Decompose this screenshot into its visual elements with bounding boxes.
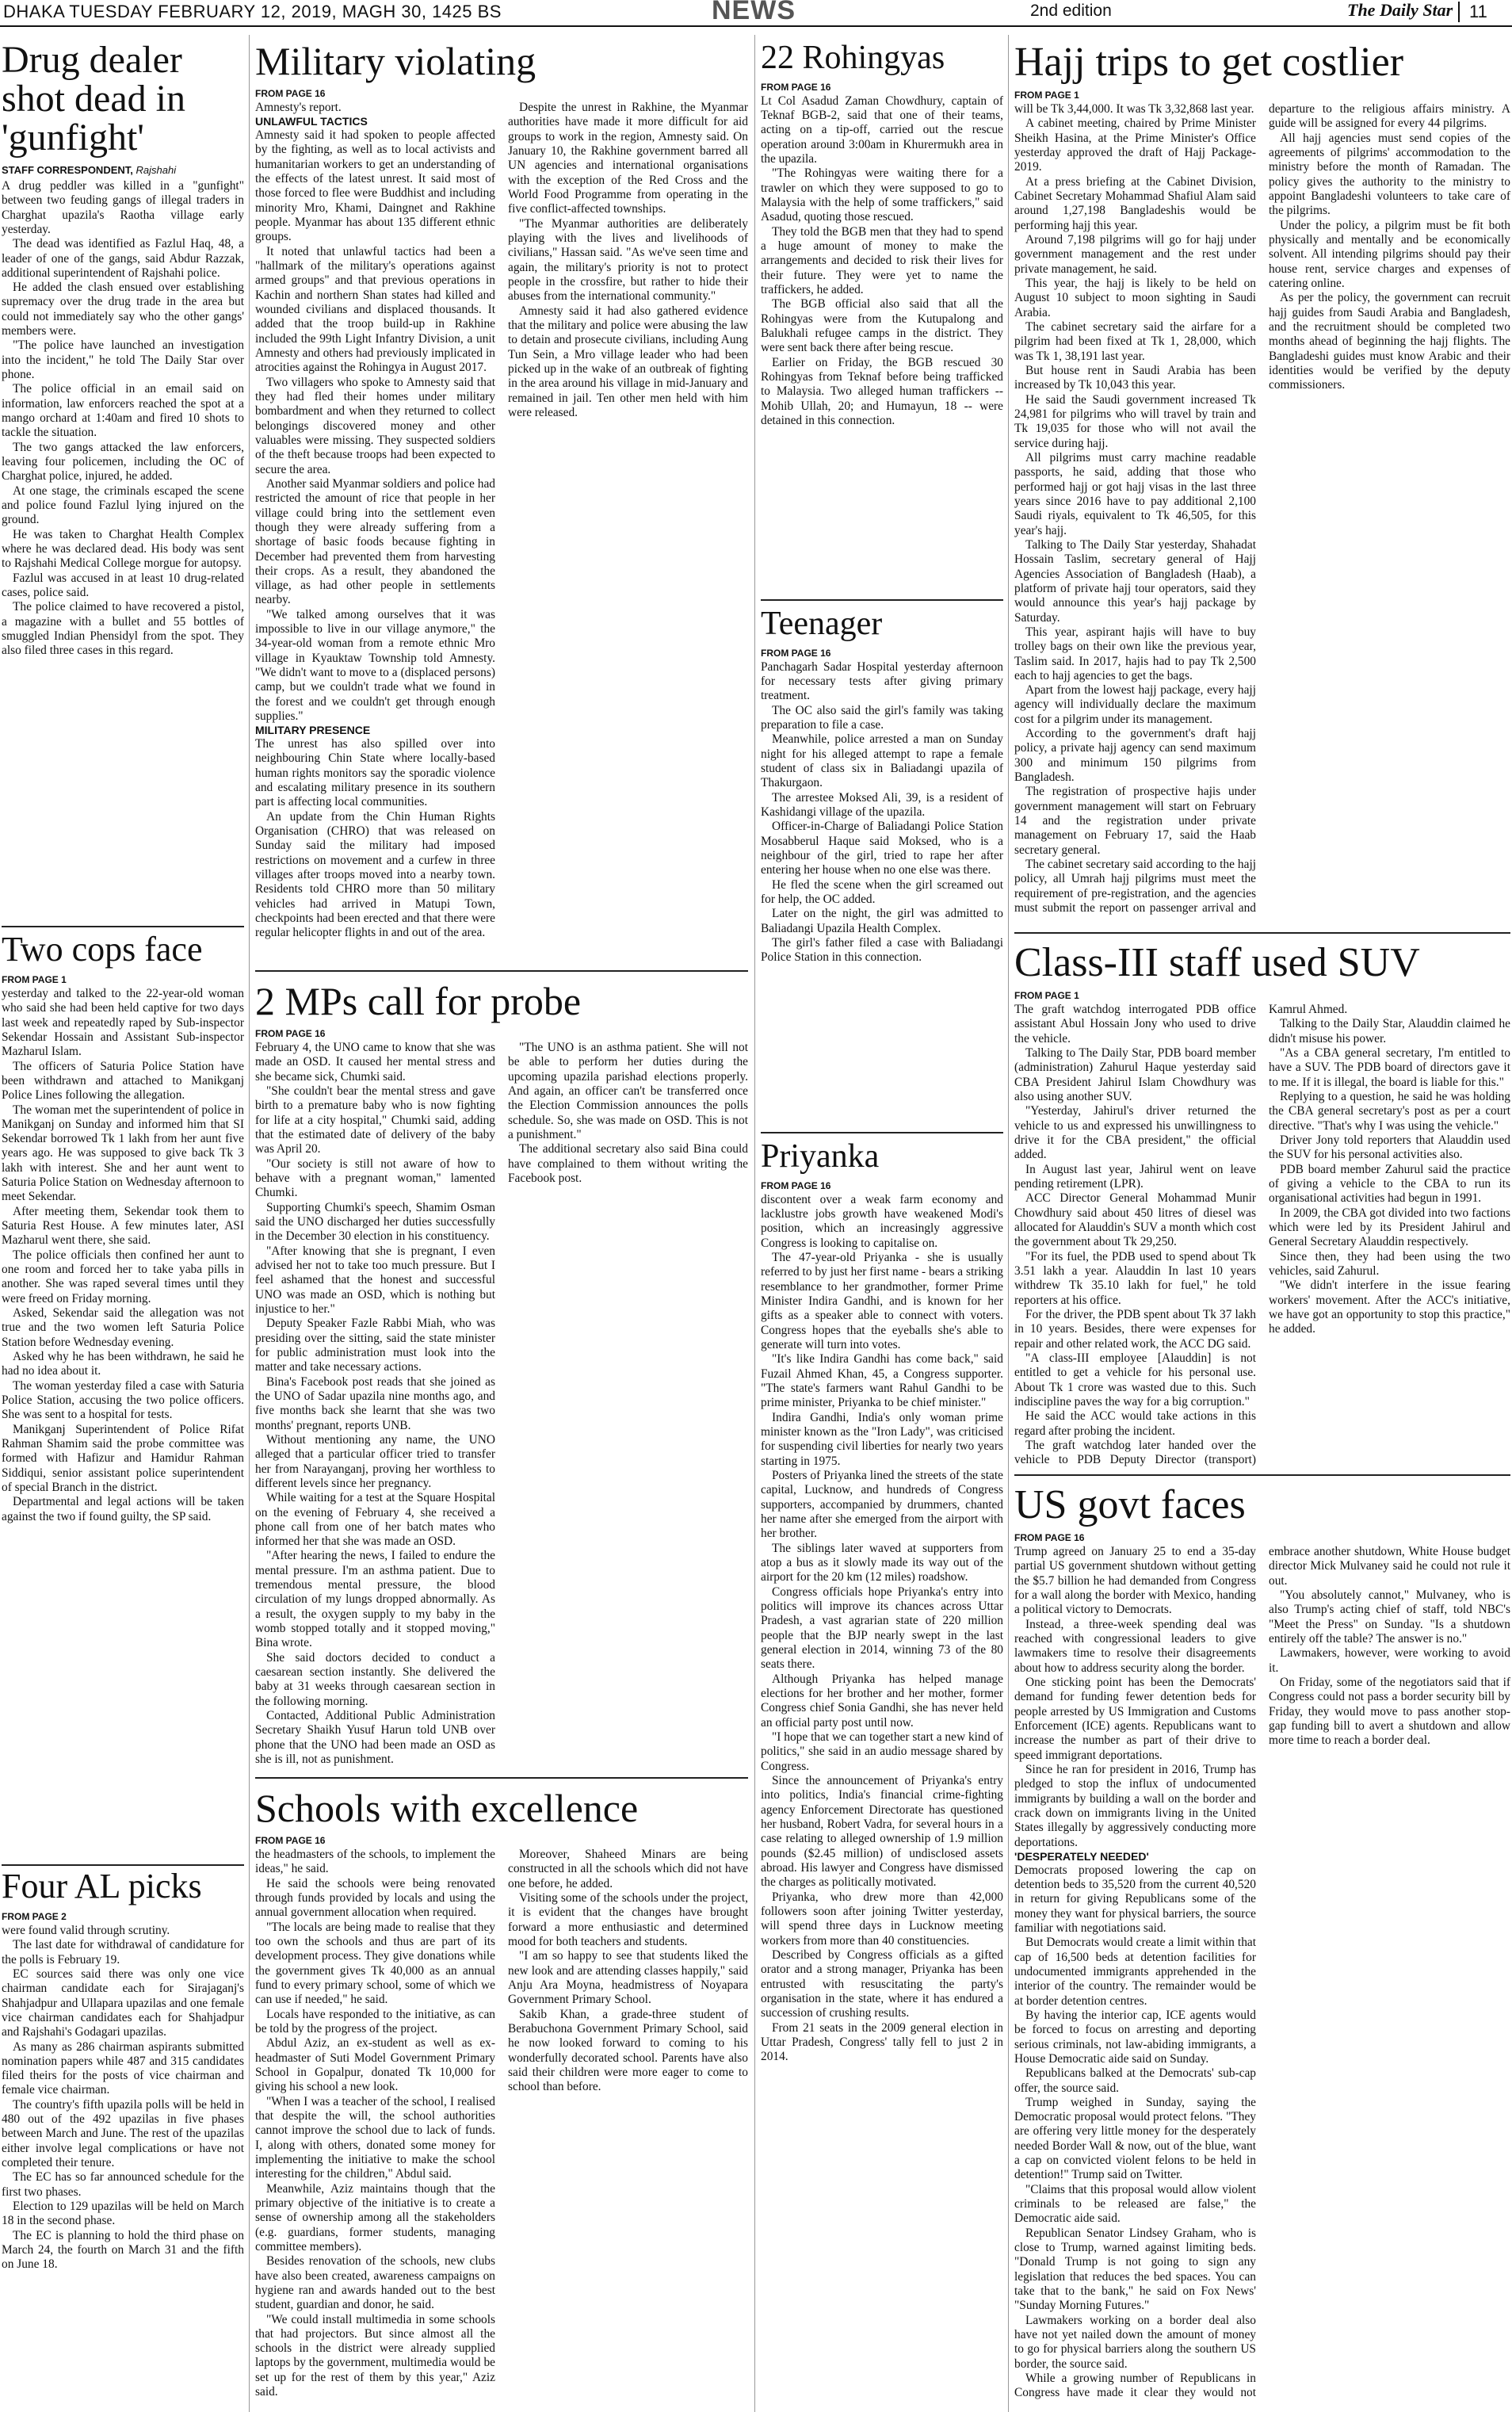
paragraph: "The Myanmar authorities are deliberately playing with the lives and livelihoods of civilians," Hassan said. "As we've seen time and again, the military's priority is not to protect people in the crossfire, but rather to hide their abuses from the international community." <box>508 216 748 304</box>
divider <box>2 1864 244 1866</box>
headline: Two cops face <box>2 932 203 969</box>
paragraph: Abdul Aziz, an ex-student as well as ex-headmaster of Suti Model Government Primary School in Gopalpur, donated Tk 10,000 for giving his school a new look. <box>255 2036 495 2094</box>
story-military-violating <box>255 41 748 967</box>
story-schools-with-excellence <box>255 1788 748 2412</box>
paragraph: Under the policy, a pilgrim must be fit both physically and mentally and be economically solvent. All intending pilgrims should pay their house rent, service charges and expenses of catering online. <box>1269 218 1510 290</box>
paragraph: They told the BGB men that they had to spend a huge amount of money to make the arrangements and decided to risk their lives for their future. They were yet to name the traffickers, he added. <box>761 224 1003 297</box>
paragraph: Although Priyanka has helped manage elections for her brother and her mother, former Congress chief Sonia Gandhi, she has never held an official party post until now. <box>761 1672 1003 1730</box>
paragraph: This year, aspirant hajis will have to buy trolley bags on their own like the previous year, Taslim said. In 2017, hajis had to pay Tk 2,500 each to hajj agencies to get the bags. <box>1014 625 1256 682</box>
paragraph: "For its fuel, the PDB used to spend about Tk 3.51 lakh a year. Alauddin In last 10 years withdrew Tk 35.10 lakh for fuel," he told reporters at his office. <box>1014 1249 1256 1307</box>
jump-line: FROM PAGE 16 <box>761 1179 831 1191</box>
story-body <box>1014 1545 1510 2409</box>
paragraph: As many as 286 chairman aspirants submitted nomination papers while 487 and 315 candidates filed theirs for the posts of vice chairman and female vice chairman. <box>2 2039 244 2097</box>
paragraph: were found valid through scrutiny. <box>2 1923 170 1937</box>
paragraph: will be Tk 3,44,000. It was Tk 3,32,868 last year. <box>1014 102 1254 117</box>
paragraph: Since then, they had been using the two vehicles, said Zahurul. <box>1269 1249 1510 1278</box>
subheading: UNLAWFUL TACTICS <box>255 115 368 128</box>
paragraph: While a growing number of Republicans in Congress have made it clear they would not embrace another shutdown, White House budget director Mick Mulvaney said he could not rule it out. <box>1014 1545 1510 2400</box>
paragraph: The 47-year-old Priyanka - she is usually referred to by just her first name - bears a striking resemblance to her grandmother, former Prime Minister Indira Gandhi, and is known for her gifts as a speaker able to connect with voters. Congress hopes that the eyeballs she's able to generate will turn into votes. <box>761 1251 1003 1352</box>
subheading: 'DESPERATELY NEEDED' <box>1014 1849 1149 1863</box>
paragraph: "It's like Indira Gandhi has come back," said Fuzail Ahmed Khan, 45, a Congress supporter. "The state's farmers want Rahul Gandhi to be prime minister, Priyanka to be chief minister." <box>761 1352 1003 1410</box>
paragraph: The unrest has also spilled over into neighbouring Chin State where locally-based human rights monitors say the sporadic violence and escalating military presence in its southern part is affecting local communities. <box>255 737 495 809</box>
paragraph: The registration of prospective hajis under government management will start on February 14 and the registration under private management on February 17, said the Haab secretary general. <box>1014 785 1256 857</box>
headline: Schools with excellence <box>255 1788 639 1830</box>
dateline: DHAKA TUESDAY FEBRUARY 12, 2019, MAGH 30, 1425 BS <box>3 2 502 21</box>
paragraph: Deputy Speaker Fazle Rabbi Miah, who was presiding over the sitting, said the state minister for public administration must look into the matter and take necessary actions. <box>255 1317 495 1374</box>
paragraph: Manikganj Superintendent of Police Rifat Rahman Shamim said the probe committee was formed with Hafizur and Hamidur Rahman Siddiqui, senior assistant police superintendent of special Branch in the district. <box>2 1422 244 1495</box>
paragraph: The woman yesterday filed a case with Saturia Police Station, accusing the two police officers. She was sent to a hospital for tests. <box>2 1378 244 1422</box>
paragraph: A cabinet meeting, chaired by Prime Minister Sheikh Hasina, at the Prime Minister's Office yesterday approved the draft of Hajj Package-2019. <box>1014 117 1256 174</box>
divider <box>761 599 1003 601</box>
paragraph: Officer-in-Charge of Baliadangi Police Station Mosabberul Haque said Moksed, who is a neighbour of the girl, tried to rape her after entering her house when no one else was there. <box>761 820 1003 877</box>
paragraph: Meanwhile, Aziz maintains though that the primary objective of the initiative is to create a sense of ownership among all the stakeholders (e.g. guardians, former students, managing committee members). <box>255 2181 495 2253</box>
paragraph: He was taken to Charghat Health Complex where he was declared dead. His body was sent to Rajshahi Medical College morgue for autopsy. <box>2 527 244 571</box>
paragraph: Asked, Sekendar said the allegation was not true and the two women left Saturia Police Station before Wednesday evening. <box>2 1306 244 1349</box>
paragraph: Meanwhile, police arrested a man on Sunday night for his alleged attempt to rape a female student of class six in Baliadangi upazila of Thakurgaon. <box>761 732 1003 790</box>
paragraph: Instead, a three-week spending deal was reached with congressional leaders to give lawmakers time to resolve their disagreements about how to address security along the border. <box>1014 1617 1256 1675</box>
paragraph: Trump agreed on January 25 to end a 35-day partial US government shutdown without getting the $5.7 billion he had demanded from Congress for a wall along the border with Mexico, handing a political victory to Democrats. <box>1014 1545 1256 1617</box>
paragraph: Priyanka, who drew more than 42,000 followers soon after joining Twitter yesterday, will spend three days in Lucknow meeting workers from more than 40 constituencies. <box>761 1890 1003 1948</box>
story-body <box>761 660 1003 965</box>
paragraph: "The UNO is an asthma patient. She will not be able to perform her duties during the upcoming upazila parishad elections properly. And again, an officer can't be transferred once the Election Commission announces the polls schedule. So, she was made on OSD. This is not a punishment." <box>508 1041 748 1141</box>
paragraph: Fazlul was accused in at least 10 drug-related cases, police said. <box>2 571 244 600</box>
paragraph: From 21 seats in the 2009 general election in Uttar Pradesh, Congress' tally fell to just 2 in 2014. <box>761 2020 1003 2064</box>
divider <box>1014 932 1510 934</box>
masthead-logo: The Daily Star <box>1347 0 1453 20</box>
paragraph: But Democrats would create a limit within that cap of 16,500 beds at detention facilities for undocumented immigrants apprehended in the interior of the country. The remainder would be at border detention centres. <box>1014 1936 1256 2008</box>
paragraph: Trump weighed in Sunday, saying the Democratic proposal would protect felons. "They are offering very little money for the desperately needed Border Wall & now, out of the blue, want a cap on convicted violent felons to be held in detention!" Trump said on Twitter. <box>1014 2095 1256 2182</box>
paragraph: He said the ACC would take actions in this regard after probing the incident. <box>1014 1409 1256 1438</box>
paragraph: Bina's Facebook post reads that she joined as the UNO of Sadar upazila nine months ago, and five months back she learnt that she was two months' pregnant, reports UNB. <box>255 1374 495 1432</box>
paragraph: "After hearing the news, I failed to endure the mental pressure. I'm an asthma patient. Due to tremendous mental pressure, the blood circulation of my lungs dropped abnormally. As a result, the oxygen supply to my baby in the womb stopped totally and it stopped moving," Bina wrote. <box>255 1549 495 1650</box>
paragraph: The police official in an email said on information, law enforcers reached the spot at a mango orchard at 1:40am and fired 10 shots to tackle the situation. <box>2 382 244 440</box>
paragraph: He said the Saudi government increased Tk 24,981 for pilgrims who will travel by train and Tk 19,035 for those who will not avail the service during hajj. <box>1014 392 1256 450</box>
headline: Hajj trips to get costlier <box>1014 41 1404 85</box>
column-rule <box>754 35 755 2412</box>
jump-line: FROM PAGE 1 <box>1014 990 1079 1002</box>
paragraph: For the driver, the PDB spent about Tk 37 lakh in 10 years. Besides, there were expenses for repair and other related work, the ACC DG said. <box>1014 1307 1256 1351</box>
edition-label: 2nd edition <box>1030 2 1112 20</box>
paragraph: The two gangs attacked the law enforcers, leaving four policemen, including the OC of Charghat police, injured, he added. <box>2 440 244 484</box>
paragraph: Apart from the lowest hajj package, every hajj agency will individually declare the maximum cost for a pilgrim under its management. <box>1014 683 1256 726</box>
paragraph: Congress officials hope Priyanka's entry into politics will improve its chances across Uttar Pradesh, a vast agrarian state of 220 million people that the BJP nearly swept in the last general election in 2014, winning 73 of the 80 seats there. <box>761 1584 1003 1672</box>
paragraph: After meeting them, Sekendar took them to Saturia Rest House. A few minutes later, ASI Mazharul went there, she said. <box>2 1204 244 1248</box>
jump-line: FROM PAGE 1 <box>2 973 67 985</box>
paragraph: The cabinet secretary said the airfare for a pilgrim had been fixed at Tk 1, 28,000, which was Tk 1, 38,191 last year. <box>1014 319 1256 363</box>
paragraph: Lt Col Asadud Zaman Chowdhury, captain of Teknaf BGB-2, said that one of their teams, acting on a tip-off, carried out the rescue operation around 3:00am in Khurermukh area in the upazila. <box>761 94 1003 166</box>
jump-line: FROM PAGE 2 <box>2 1910 67 1922</box>
story-body <box>1014 102 1510 927</box>
paragraph: PDB board member Zahurul said the practice of giving a vehicle to the CBA to run its organisational activities had begun in 1991. <box>1269 1162 1510 1206</box>
paragraph: Around 7,198 pilgrims will go for hajj under government management and the rest under private management, he said. <box>1014 232 1256 276</box>
paragraph: The arrestee Moksed Ali, 39, is a resident of Kashidangi village of the upazila. <box>761 790 1003 820</box>
paragraph: The police claimed to have recovered a pistol, a magazine with a bullet and 55 bottles of smuggled Indian Phensidyl from the spot. They also filed three cases in this regard. <box>2 600 244 658</box>
paragraph: Since the announcement of Priyanka's entry into politics, India's financial crime-fighting agency Enforcement Directorate has questioned her husband, Robert Vadra, for several hours in a case relating to alleged ownership of 1.9 million pounds ($2.45 million) of undisclosed assets abroad. His lawyer and Congress have dismissed the charges as politically motivated. <box>761 1773 1003 1890</box>
paragraph: The dead was identified as Fazlul Haq, 48, a leader of one of the gangs, said Abdur Razzak, additional superintendent of Rajshahi police. <box>2 237 244 280</box>
paragraph: All pilgrims must carry machine readable passports, he said, adding that those who performed hajj or got hajj visas in the last three years since 2016 have to pay additional 2,100 Saudi riyals, equivalent to Tk 46,505, for this year's hajj. <box>1014 450 1256 537</box>
headline: Teenager <box>761 607 883 642</box>
paragraph: The EC has so far announced schedule for the first two phases. <box>2 2170 244 2199</box>
paragraph: Contacted, Additional Public Administration Secretary Shaikh Yusuf Harun told UNB over phone that the UNO had been made an OSD as she is ill, not as punishment. <box>255 1709 495 1767</box>
paragraph: "The Rohingyas were waiting there for a trawler on which they were supposed to go to Malaysia with the help of some traffickers," said Asadud, quoting those rescued. <box>761 166 1003 224</box>
paragraph: Locals have responded to the initiative, as can be told by the progress of the project. <box>255 2007 495 2035</box>
paragraph: This year, the hajj is likely to be held on August 10 subject to moon sighting in Saudi Arabia. <box>1014 276 1256 319</box>
paragraph: Described by Congress officials as a gifted orator and a strong manager, Priyanka has been entrusted with resuscitating the party's organisation in the state, where it has endured a succession of crushing results. <box>761 1948 1003 2020</box>
paragraph: "After knowing that she is pregnant, I even advised her not to take too much pressure. But I feel ashamed that the honest and successful UNO was made an OSD, which is nothing but injustice to her." <box>255 1244 495 1316</box>
paragraph: Sakib Khan, a grade-three student of Berabuchona Government Primary School, said he now looked forward to coming to his wonderfully decorated school. Parents have also said their children were more eager to come to school than before. <box>508 2007 748 2094</box>
headline: 2 MPs call for probe <box>255 981 582 1023</box>
story-body <box>255 101 748 957</box>
story-teenager <box>761 607 1003 1130</box>
paragraph: Driver Jony told reporters that Alauddin used the SUV for his personal activities also. <box>1269 1133 1510 1162</box>
paragraph: The girl's father filed a case with Baliadangi Police Station in this connection. <box>761 936 1003 965</box>
divider <box>255 970 748 972</box>
paragraph: In 2009, the CBA got divided into two factions which were led by its President Jahirul and General Secretary Alauddin respectively. <box>1269 1206 1510 1249</box>
story-body <box>761 1193 1003 2065</box>
story-drug-dealer <box>2 41 244 923</box>
paragraph: But house rent in Saudi Arabia has been increased by Tk 10,043 this year. <box>1014 363 1256 392</box>
jump-line: FROM PAGE 16 <box>255 88 326 99</box>
paragraph: "A class-III employee [Alauddin] is not entitled to get a vehicle for his personal use. About Tk 1 crore was wasted due to this. Such indiscipline paves the way for a big corruption." <box>1014 1351 1256 1409</box>
divider <box>2 926 244 927</box>
subheading: MILITARY PRESENCE <box>255 724 371 737</box>
paragraph: It noted that unlawful tactics had been a "hallmark of the military's operations against armed groups" and that previous operations in Kachin and northern Shan states had killed and wounded civilians and displaced thousands. It added that the troop build-up in Rakhine included the 99th Light Infantry Division, a unit Amnesty and others had previously implicated in atrocities against the Rohingya in August 2017. <box>255 244 495 375</box>
paragraph: An update from the Chin Human Rights Organisation (CHRO) that was released on Sunday said the military had imposed restrictions on movement and a curfew in three villages after troops moved into a nearby town. Residents told CHRO more than 50 military vehicles had arrived in Matupi Town, checkpoints had been erected and that there were regular helicopter flights in and out of the area. <box>255 809 495 940</box>
paragraph: "The police have launched an investigation into the incident," he told The Daily Star over phone. <box>2 338 244 382</box>
paragraph: "We didn't interfere in the issue fearing workers' movement. After the ACC's initiative, we have got an opportunity to stop this practice," he added. <box>1269 1279 1510 1336</box>
paragraph: Lawmakers, however, were working to avoid it. <box>1269 1646 1510 1675</box>
jump-line: FROM PAGE 16 <box>255 1028 326 1039</box>
paragraph: The EC is planning to hold the third phase on March 24, the fourth on March 31 and the fifth on June 18. <box>2 2228 244 2272</box>
story-body <box>2 1924 244 2272</box>
paragraph: ACC Director General Mohammad Munir Chowdhury said about 450 litres of diesel was allocated for Alauddin's SUV a month which cost the government about Tk 29,250. <box>1014 1191 1256 1249</box>
paragraph: Later on the night, the girl was admitted to Baliadangi Upazila Health Complex. <box>761 907 1003 935</box>
paragraph: In August last year, Jahirul went on leave pending retirement (LPR). <box>1014 1162 1256 1191</box>
paragraph: "Yesterday, Jahirul's driver returned the vehicle to us and expressed his unwillingness to drive it for the CBA president," the official added. <box>1014 1104 1256 1162</box>
story-body <box>2 987 244 1524</box>
story-body <box>1014 1003 1510 1470</box>
paragraph: One sticking point has been the Democrats' demand for funding fewer detention beds for people arrested by US Immigration and Customs Enforcement (ICE) agents. Republicans want to increase the number as part of their drive to speed immigrant deportations. <box>1014 1675 1256 1762</box>
headline: US govt faces <box>1014 1484 1246 1527</box>
paragraph: "We talked among ourselves that it was impossible to live in our village anymore," the 34-year-old woman from a remote ethnic Mro village in Kyauktaw Township told Amnesty. "We didn't want to move to a (displaced persons) camp, but we couldn't trade what we found in the forest and we couldn't get through enough supplies." <box>255 607 495 724</box>
story-two-cops <box>2 932 244 1863</box>
paragraph: "You absolutely cannot," Mulvaney, who is also Trump's acting chief of staff, told NBC's "Meet the Press" on Sunday. "Is a shutdown entirely off the table? The answer is no." <box>1269 1588 1510 1646</box>
paragraph: The OC also said the girl's family was taking preparation to file a case. <box>761 703 1003 732</box>
paragraph: He fled the scene when the girl screamed out for help, the OC added. <box>761 877 1003 907</box>
jump-line: FROM PAGE 16 <box>761 81 831 93</box>
divider <box>761 1132 1003 1133</box>
paragraph: Amnesty's report. <box>255 101 342 114</box>
story-2-mps-call-for-probe <box>255 981 748 1774</box>
paragraph: As per the policy, the government can recruit hajj guides from Saudi Arabia and Bangladesh, and the recruitment should be completed two months ahead of beginning the hajj flights. The Bangladeshi guides must know Arabic and their identities would be verified by the deputy commissioners. <box>1269 291 1510 392</box>
headline: 22 Rohingyas <box>761 41 945 76</box>
story-hajj-trips <box>1014 41 1510 929</box>
paragraph: Democrats proposed lowering the cap on detention beds to 35,520 from the current 40,520 in return for giving Republicans some of the money they want for physical barriers, the source familiar with negotiations said. <box>1014 1863 1256 1935</box>
story-four-al-picks <box>2 1869 244 2412</box>
column-rule <box>1008 35 1009 2412</box>
jump-line: FROM PAGE 16 <box>255 1835 326 1846</box>
paragraph: While waiting for a test at the Square Hospital on the evening of February 4, she received a phone call from one of her batch mates who informed her that she was made an OSD. <box>255 1491 495 1549</box>
jump-line: FROM PAGE 1 <box>1014 90 1079 101</box>
paragraph: Asked why he has been withdrawn, he said he had no idea about it. <box>2 1350 244 1378</box>
paragraph: Departmental and legal actions will be taken against the two if found guilty, the SP said. <box>2 1495 244 1523</box>
paragraph: He added the clash ensued over establishing supremacy over the drug trade in the area but could not immediately say who the other gangs' members were. <box>2 281 244 338</box>
paragraph: He said the schools were being renovated through funds provided by locals and using the annual government allocation when required. <box>255 1876 495 1920</box>
headline: Class-III staff used SUV <box>1014 942 1420 985</box>
paragraph: Talking to the Daily Star, Alauddin claimed he didn't misuse his power. <box>1269 1017 1510 1045</box>
paragraph: Republican Senator Lindsey Graham, who is close to Trump, warned against limiting beds. "Donald Trump is not going to sign any legislation that reduces the bed spaces. You can take that to the bank," he said on Fox News' "Sunday Morning Futures." <box>1014 2226 1256 2313</box>
section-label: NEWS <box>712 0 796 25</box>
paragraph: Panchagarh Sadar Hospital yesterday afternoon for necessary tests after giving primary treatment. <box>761 659 1003 703</box>
headline: Military violating <box>255 41 536 83</box>
paragraph: "We could install multimedia in some schools that had projectors. But since almost all the schools in the district were already supplied laptops by the government, multimedia would be set up for the rest of them by this year," Aziz said. <box>255 2312 495 2399</box>
column-rule <box>249 35 250 2412</box>
paragraph: Since he ran for president in 2016, Trump has pledged to stop the influx of undocumented immigrants by building a wall on the border and crack down on immigrants living in the United States illegally by aggressively conducting more deportations. <box>1014 1762 1256 1849</box>
paragraph: Besides renovation of the schools, new clubs have also been created, awareness campaigns on hygiene ran and awards handed out to the best student, guardian and donor, he said. <box>255 2254 495 2312</box>
paragraph: Amnesty said it had also gathered evidence that the military and police were abusing the law to detain and prosecute civilians, including Aung Tun Sein, a Mro village leader who had been picked up in the wake of an outbreak of fighting in the area around his village in mid-January and remained in jail. Ten other men held with him were released. <box>508 304 748 419</box>
paragraph: Indira Gandhi, India's only woman prime minister known as the "Iron Lady", was criticised for suspending civil liberties for nearly two years starting in 1975. <box>761 1410 1003 1468</box>
paragraph: "I hope that we can together start a new kind of politics," she said in an audio message shared by Congress. <box>761 1730 1003 1773</box>
paragraph: According to the government's draft hajj policy, a private hajj agency can send maximum 300 and minimum 150 pilgrims from Bangladesh. <box>1014 727 1256 785</box>
paragraph: Amnesty said it had spoken to people affected by the fighting, as well as to local activists and humanitarian workers to get an understanding of the effects of the latest unrest. It said most of those forced to flee were Buddhist and including minority Mro, Khami, Daingnet and Rakhine people. Myanmar has about 135 different ethnic groups. <box>255 128 495 244</box>
paragraph: Without mentioning any name, the UNO alleged that a particular officer tried to transfer her from Narayanganj, proving her worthless to different levels since her pregnancy. <box>255 1432 495 1490</box>
story-body <box>761 94 1003 429</box>
headline: Priyanka <box>761 1140 880 1175</box>
paragraph: February 4, the UNO came to know that she was made an OSD. It caused her mental stress and she became sick, Chumki said. <box>255 1041 495 1084</box>
paragraph: At a press briefing at the Cabinet Division, Cabinet Secretary Mohammad Shafiul Alam said around 1,27,198 Bangladeshis would be performing hajj this year. <box>1014 174 1256 232</box>
paragraph: At one stage, the criminals escaped the scene and police found Fazlul lying injured on the ground. <box>2 484 244 527</box>
paragraph: Republicans balked at the Democrats' sub-cap offer, the source said. <box>1014 2066 1256 2095</box>
paragraph: yesterday and talked to the 22-year-old woman who said she had been held captive for two days last week and repeatedly raped by Sub-inspector Sekendar Hossain and Assistant Sub-inspector Mazharul Islam. <box>2 986 244 1059</box>
paragraph: By having the interior cap, ICE agents would be forced to focus on arresting and deporting serious criminals, not law-abiding immigrants, a House Democratic aide said on Sunday. <box>1014 2008 1256 2066</box>
jump-line: FROM PAGE 16 <box>761 647 831 659</box>
jump-line: FROM PAGE 16 <box>1014 1532 1085 1544</box>
paragraph: Supporting Chumki's speech, Shamim Osman said the UNO discharged her duties successfully in the December 30 election in his constituency. <box>255 1200 495 1244</box>
paragraph: Election to 129 upazilas will be held on March 18 in the second phase. <box>2 2200 244 2228</box>
paragraph: The last date for withdrawal of candidature for the polls is February 19. <box>2 1938 244 1967</box>
byline <box>2 164 244 176</box>
paragraph: The cabinet secretary said according to the hajj policy, all Umrah hajj pilgrims must meet the requirement of pre-registration, and the agencies must submit the report on passenger arrival and departure to the religious affairs ministry. A guide will be assigned for every 44 pilgrims. <box>1014 102 1510 915</box>
paragraph: "As a CBA general secretary, I'm entitled to have a SUV. The PDB board of directors gave it to me. If it is illegal, the board is liable for this." <box>1269 1046 1510 1089</box>
story-22-rohingyas <box>761 41 1003 596</box>
story-body <box>2 179 244 659</box>
paragraph: A drug peddler was killed in a "gunfight" between two feuding gangs of illegal traders in Charghat upazila's Raotha village early yesterday. <box>2 178 244 236</box>
story-us-govt-faces <box>1014 1484 1510 2412</box>
paragraph: discontent over a weak farm economy and lacklustre jobs growth have weakened Modi's position, which an increasingly aggressive Congress is looking to capitalise on. <box>761 1192 1003 1250</box>
paragraph: Posters of Priyanka lined the streets of the state capital, Lucknow, and hundreds of Congress supporters, accompanied by drummers, chanted her name after she emerged from the airport with her brother. <box>761 1469 1003 1541</box>
paragraph: The BGB official also said that all the Rohingyas were from the Kutupalong and Balukhali refugee camps in the district. They were sent back there after being rescue. <box>761 297 1003 355</box>
paragraph: The police officials then confined her aunt to one room and forced her to take yaba pills in another. She was raped several times until they were freed on Friday morning. <box>2 1248 244 1305</box>
paragraph: "Our society is still not aware of how to behave with a pregnant woman," lamented Chumki. <box>255 1156 495 1200</box>
paragraph: She said doctors decided to conduct a caesarean section instantly. She delivered the baby at 31 weeks through caesarean section in the following morning. <box>255 1650 495 1708</box>
paragraph: "Claims that this proposal would allow violent criminals to be released are false," the Democratic aide said. <box>1014 2182 1256 2226</box>
story-body <box>255 1848 748 2410</box>
paragraph: Despite the unrest in Rakhine, the Myanmar authorities have made it more difficult for aid groups to work in the region, Amnesty said. On January 10, the Rakhine government barred all UN agencies and international organisations with the exception of the Red Cross and the World Food Programme from operating in the five conflict-affected townships. <box>508 101 748 216</box>
page-number: 11 <box>1458 2 1487 22</box>
byline-place: Rajshahi <box>136 163 177 176</box>
paragraph: Replying to a question, he said he was holding the CBA general secretary's post as per a court directive. "That's why I was using the vehicle." <box>1269 1090 1510 1133</box>
story-class-iii-staff-suv <box>1014 942 1510 1471</box>
headline: Four AL picks <box>2 1869 202 1906</box>
paragraph: The officers of Saturia Police Station have been withdrawn and attached to Manikganj Police Lines following the allegation. <box>2 1059 244 1103</box>
paragraph: Moreover, Shaheed Minars are being constructed in all the schools which did not have one before, he added. <box>508 1848 748 1890</box>
paragraph: Two villagers who spoke to Amnesty said that they had fled their homes under military bombardment and when they returned to collect belongings discovered money and other valuables were missing. They suspected soldiers of the theft because troops had been expected to secure the area. <box>255 375 495 476</box>
paragraph: The siblings later waved at supporters from atop a bus as it slowly made its way out of the airport for the 20 km (12 miles) roadshow. <box>761 1541 1003 1584</box>
byline-author: STAFF CORRESPONDENT, <box>2 163 133 176</box>
divider <box>255 1777 748 1779</box>
page-header <box>0 0 1512 27</box>
paragraph: EC sources said there was only one vice chairman candidate each for Sirajaganj's Shahjadpur and Ullapara upazilas and one female vice chairman candidates each for Shahjadpur and Rajshahi's Godagari upazilas. <box>2 1967 244 2039</box>
paragraph: The woman met the superintendent of police in Manikganj on Sunday and informed him that SI Sekendar borrowed Tk 1 lakh from her aunt five years ago. He was supposed to give back Tk 3 lakh with interest. She and her aunt went to Saturia Police Station on Wednesday afternoon to meet Sekendar. <box>2 1103 244 1204</box>
paragraph: The country's fifth upazila polls will be held in 480 out of the 492 upazilas in five phases between March and June. The rest of the upazilas either involve legal complications or have not completed their tenure. <box>2 2097 244 2170</box>
paragraph: The additional secretary also said Bina could have complained to them without writing the Facebook post. <box>508 1142 748 1185</box>
paragraph: Talking to The Daily Star, PDB board member (administration) Zahurul Haque yesterday said CBA President Jahirul Islam Chowdhury was also using another SUV. <box>1014 1046 1256 1103</box>
story-body <box>255 1041 748 1770</box>
story-priyanka <box>761 1140 1003 2412</box>
paragraph: the headmasters of the schools, to implement the ideas," he said. <box>255 1848 495 1876</box>
paragraph: Talking to The Daily Star yesterday, Shahadat Hossain Taslim, secretary general of Hajj Agencies Association of Bangladesh (Haab), a platform of private hajj tour operators, said they would announce this year's hajj package by Saturday. <box>1014 537 1256 625</box>
paragraph: "The locals are being made to realise that they too own the schools and thus are part of its development process. They give donations while the government gives Tk 40,000 as an annual fund to every primary school, some of which we can use if needed," he said. <box>255 1920 495 2007</box>
paragraph: Visiting some of the schools under the project, it is evident that the changes have brought forward a more enthusiastic and determined mood for both teachers and students. <box>508 1890 748 1948</box>
paragraph: "She couldn't bear the mental stress and gave birth to a premature baby who is now fighting for life at a city hospital," Chumki said, adding that the estimated date of delivery of the baby was April 20. <box>255 1084 495 1156</box>
paragraph: Lawmakers working on a border deal also have not yet nailed down the amount of money to go for physical barriers along the southern US border, the source said. <box>1014 2313 1256 2371</box>
paragraph: The graft watchdog interrogated PDB office assistant Abul Hossain Jony who used to drive the vehicle. <box>1014 1003 1256 1045</box>
paragraph: Earlier on Friday, the BGB rescued 30 Rohingyas from Teknaf before being trafficked to Malaysia. Two alleged human traffickers -- Mohib Ullah, 20; and Humayun, 18 -- were detained in this connection. <box>761 355 1003 428</box>
paragraph: "I am so happy to see that students liked the new look and are attending classes happily," said Anju Ara Moyna, headmistress of Noyapara Government Primary School. <box>508 1949 748 2007</box>
paragraph: "When I was a teacher of the school, I realised that despite the will, the school authorities cannot improve the school due to lack of funds. I, along with others, donated some money for implementing the initiative to make the school interesting for the children," Abdul said. <box>255 2094 495 2181</box>
divider <box>1014 1474 1510 1476</box>
paragraph: The graft watchdog later handed over the vehicle to PDB Deputy Director (transport) Kamrul Ahmed. <box>1014 1003 1348 1467</box>
paragraph: All hajj agencies must send copies of the agreements of pilgrims' accommodation to the ministry before the month of Ramadan. The policy gives the authority to the ministry to appoint Bangladeshi volunteers to take care of the pilgrims. <box>1269 131 1510 218</box>
headline: Drug dealer shot dead in 'gunfight' <box>2 41 185 159</box>
paragraph: Another said Myanmar soldiers and police had restricted the amount of rice that people in her village could bring into the settlement even though they were already suffering from a shortage of basic foods because fighting in December had prevented them from harvesting their crops. As a result, they abandoned the village, as had other people in settlements nearby. <box>255 476 495 607</box>
paragraph: On Friday, some of the negotiators said that if Congress could not pass a border security bill by Friday, they would move to pass another stop-gap funding bill to avert a shutdown and allow more time to reach a border deal. <box>1269 1675 1510 1748</box>
